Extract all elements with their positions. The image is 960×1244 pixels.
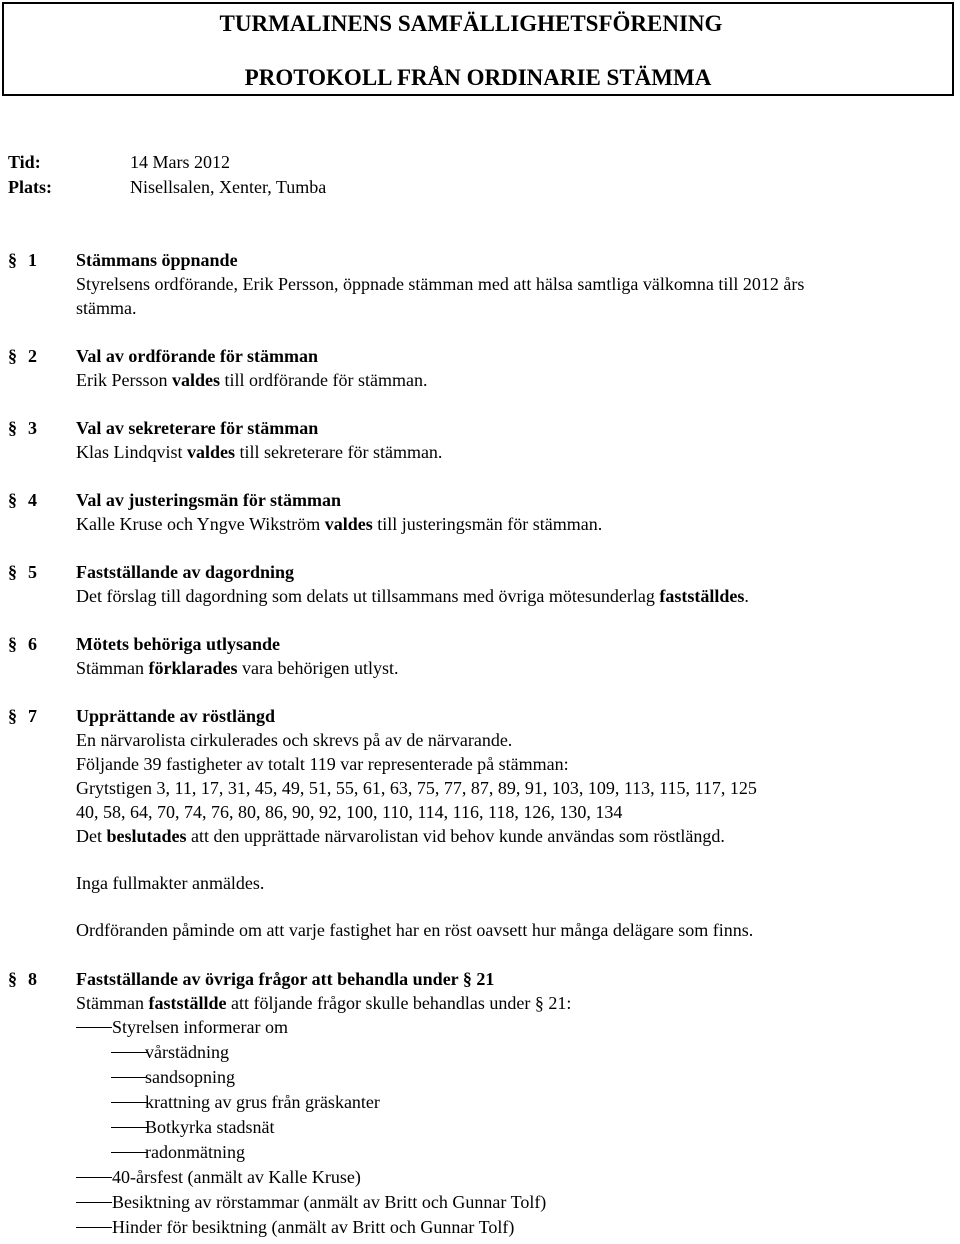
section-text: En närvarolista cirkulerades och skrevs på av de närvarande. (76, 730, 513, 750)
section-heading (8, 416, 948, 440)
section-heading (8, 248, 948, 272)
header-box (2, 2, 954, 96)
section-sign: § (8, 706, 17, 726)
dash-bullet (111, 1102, 147, 1103)
section-3 (8, 416, 948, 464)
dash-bullet (111, 1152, 147, 1153)
dash-bullet (76, 1202, 112, 1203)
section-7 (8, 704, 948, 942)
section-text: Följande 39 fastigheter av totalt 119 var representerade på stämman: (76, 754, 569, 774)
section-text: Ordföranden påminde om att varje fastighet har en röst oavsett hur många delägare som finns. (76, 920, 754, 940)
section-sign: § (8, 418, 17, 438)
section-number: 3 (28, 418, 37, 438)
section-text: Det beslutades att den upprättade närvarolistan vid behov kunde användas som röstlängd. (76, 826, 725, 846)
list-item: Styrelsen informerar om (8, 1015, 948, 1040)
section-title: Upprättande av röstlängd (76, 706, 276, 726)
dash-bullet (76, 1227, 112, 1228)
place-label: Plats: (8, 177, 52, 197)
section-number: 1 (28, 250, 37, 270)
section-text: Inga fullmakter anmäldes. (76, 873, 265, 893)
section-number: 8 (28, 969, 37, 989)
dash-bullet (76, 1177, 112, 1178)
organization-name: TURMALINENS SAMFÄLLIGHETSFÖRENING (219, 11, 723, 36)
time-value: 14 Mars 2012 (130, 152, 230, 172)
section-sign: § (8, 250, 17, 270)
dash-bullet (76, 1027, 112, 1028)
list-item: Botkyrka stadsnät (8, 1115, 948, 1140)
section-title: Fastställande av dagordning (76, 562, 295, 582)
section-title: Mötets behöriga utlysande (76, 634, 280, 654)
section-heading (8, 632, 948, 656)
section-sign: § (8, 490, 17, 510)
section-heading (8, 488, 948, 512)
section-text: Kalle Kruse och Yngve Wikström valdes till justeringsmän för stämman. (76, 514, 603, 534)
list-item: vårstädning (8, 1040, 948, 1065)
section-sign: § (8, 634, 17, 654)
section-8 (8, 967, 948, 1240)
section-heading (8, 967, 948, 991)
section-title: Stämmans öppnande (76, 250, 238, 270)
section-text: Stämman förklarades vara behörigen utlyst. (76, 658, 399, 678)
section-heading (8, 344, 948, 368)
section-title: Val av justeringsmän för stämman (76, 490, 342, 510)
list-item: Hinder för besiktning (anmält av Britt och Gunnar Tolf) (8, 1215, 948, 1240)
time-label: Tid: (8, 152, 41, 172)
section-5 (8, 560, 948, 608)
section-sign: § (8, 562, 17, 582)
section-1 (8, 248, 948, 320)
list-item: Besiktning av rörstammar (anmält av Britt och Gunnar Tolf) (8, 1190, 948, 1215)
property-list: Grytstigen 3, 11, 17, 31, 45, 49, 51, 55, 61, 63, 75, 77, 87, 89, 91, 103, 109, 113, 115, 117, 125 (76, 778, 757, 798)
place-value: Nisellsalen, Xenter, Tumba (130, 177, 327, 197)
section-heading (8, 704, 948, 728)
section-title: Val av ordförande för stämman (76, 346, 318, 366)
list-item: sandsopning (8, 1065, 948, 1090)
section-text: Klas Lindqvist valdes till sekreterare för stämman. (76, 442, 443, 462)
list-item: radonmätning (8, 1140, 948, 1165)
section-number: 4 (28, 490, 37, 510)
section-2 (8, 344, 948, 392)
list-item: krattning av grus från gräskanter (8, 1090, 948, 1115)
section-text: Det förslag till dagordning som delats ut tillsammans med övriga mötesunderlag fastställdes. (76, 586, 749, 606)
section-text: Stämman fastställde att följande frågor skulle behandlas under § 21: (76, 993, 572, 1013)
section-number: 7 (28, 706, 37, 726)
section-text: Styrelsens ordförande, Erik Persson, öppnade stämman med att hälsa samtliga välkomna till 2012 års (76, 274, 805, 294)
section-number: 2 (28, 346, 37, 366)
section-number: 6 (28, 634, 37, 654)
section-sign: § (8, 346, 17, 366)
section-number: 5 (28, 562, 37, 582)
dash-bullet (111, 1077, 147, 1078)
section-sign: § (8, 969, 17, 989)
list-item: 40-årsfest (anmält av Kalle Kruse) (8, 1165, 948, 1190)
section-heading (8, 560, 948, 584)
section-4 (8, 488, 948, 536)
section-title: Val av sekreterare för stämman (76, 418, 319, 438)
section-text: Erik Persson valdes till ordförande för stämman. (76, 370, 428, 390)
section-title: Fastställande av övriga frågor att behandla under § 21 (76, 969, 495, 989)
dash-bullet (111, 1052, 147, 1053)
dash-bullet (111, 1127, 147, 1128)
property-list: 40, 58, 64, 70, 74, 76, 80, 86, 90, 92, 100, 110, 114, 116, 118, 126, 130, 134 (76, 802, 623, 822)
section-text: stämma. (76, 298, 137, 318)
section-6 (8, 632, 948, 680)
document-title: PROTOKOLL FRÅN ORDINARIE STÄMMA (244, 65, 712, 90)
